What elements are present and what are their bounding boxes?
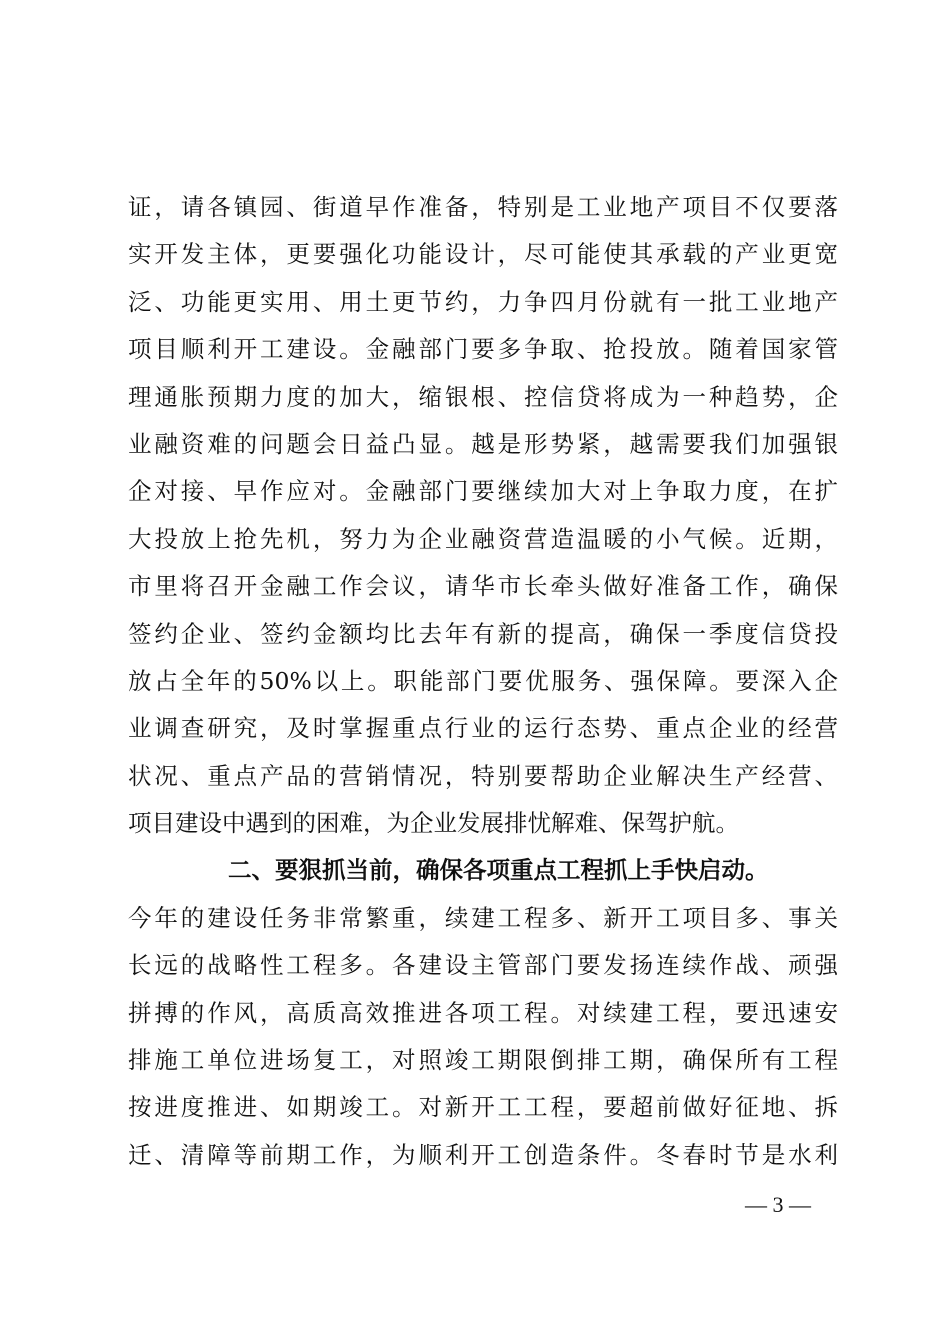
text-line: 签约企业、签约金额均比去年有新的提高，确保一季度信贷投 — [128, 619, 838, 648]
paragraph-1 — [128, 184, 838, 847]
text-line: 证，请各镇园、街道早作准备，特别是工业地产项目不仅要落 — [128, 193, 838, 221]
text-line: 按进度推进、如期竣工。对新开工工程，要超前做好征地、拆 — [128, 1093, 838, 1122]
text-line: 业融资难的问题会日益凸显。越是形势紧，越需要我们加强银 — [128, 429, 838, 458]
text-line: 泛、功能更实用、用土更节约，力争四月份就有一批工业地产 — [128, 287, 838, 316]
text-line: 项目建设中遇到的困难，为企业发展排忧解难、保驾护航。 — [128, 809, 739, 838]
text-line: 企对接、早作应对。金融部门要继续加大对上争取力度，在扩 — [128, 477, 838, 506]
text-line: 市里将召开金融工作会议，请华市长牵头做好准备工作，确保 — [128, 572, 838, 601]
text-line: 实开发主体，更要强化功能设计，尽可能使其承载的产业更宽 — [128, 240, 838, 269]
text-line: 大投放上抢先机，努力为企业融资营造温暖的小气候。近期， — [128, 524, 838, 553]
text-line: 迁、清障等前期工作，为顺利开工创造条件。冬春时节是水利 — [128, 1140, 838, 1169]
text-line: 放占全年的50%以上。职能部门要优服务、强保障。要深入企 — [128, 666, 838, 695]
text-line: 长远的战略性工程多。各建设主管部门要发扬连续作战、顽强 — [128, 951, 838, 980]
text-line: 理通胀预期力度的加大，缩银根、控信贷将成为一种趋势，企 — [128, 382, 838, 411]
text-line: 排施工单位进场复工，对照竣工期限倒排工期，确保所有工程 — [128, 1046, 838, 1075]
section-heading: 二、要狠抓当前，确保各项重点工程抓上手快启动。 — [228, 856, 769, 885]
document-body — [128, 184, 838, 1179]
paragraph-2 — [128, 895, 838, 1179]
page-number: — 3 — — [745, 1192, 811, 1217]
text-line: 今年的建设任务非常繁重，续建工程多、新开工项目多、事关 — [128, 903, 838, 932]
text-line: 状况、重点产品的营销情况，特别要帮助企业解决生产经营、 — [128, 761, 838, 790]
text-line: 项目顺利开工建设。金融部门要多争取、抢投放。随着国家管 — [128, 335, 838, 364]
text-line: 拼搏的作风，高质高效推进各项工程。对续建工程，要迅速安 — [128, 998, 838, 1027]
text-line: 业调查研究，及时掌握重点行业的运行态势、重点企业的经营 — [128, 714, 838, 743]
